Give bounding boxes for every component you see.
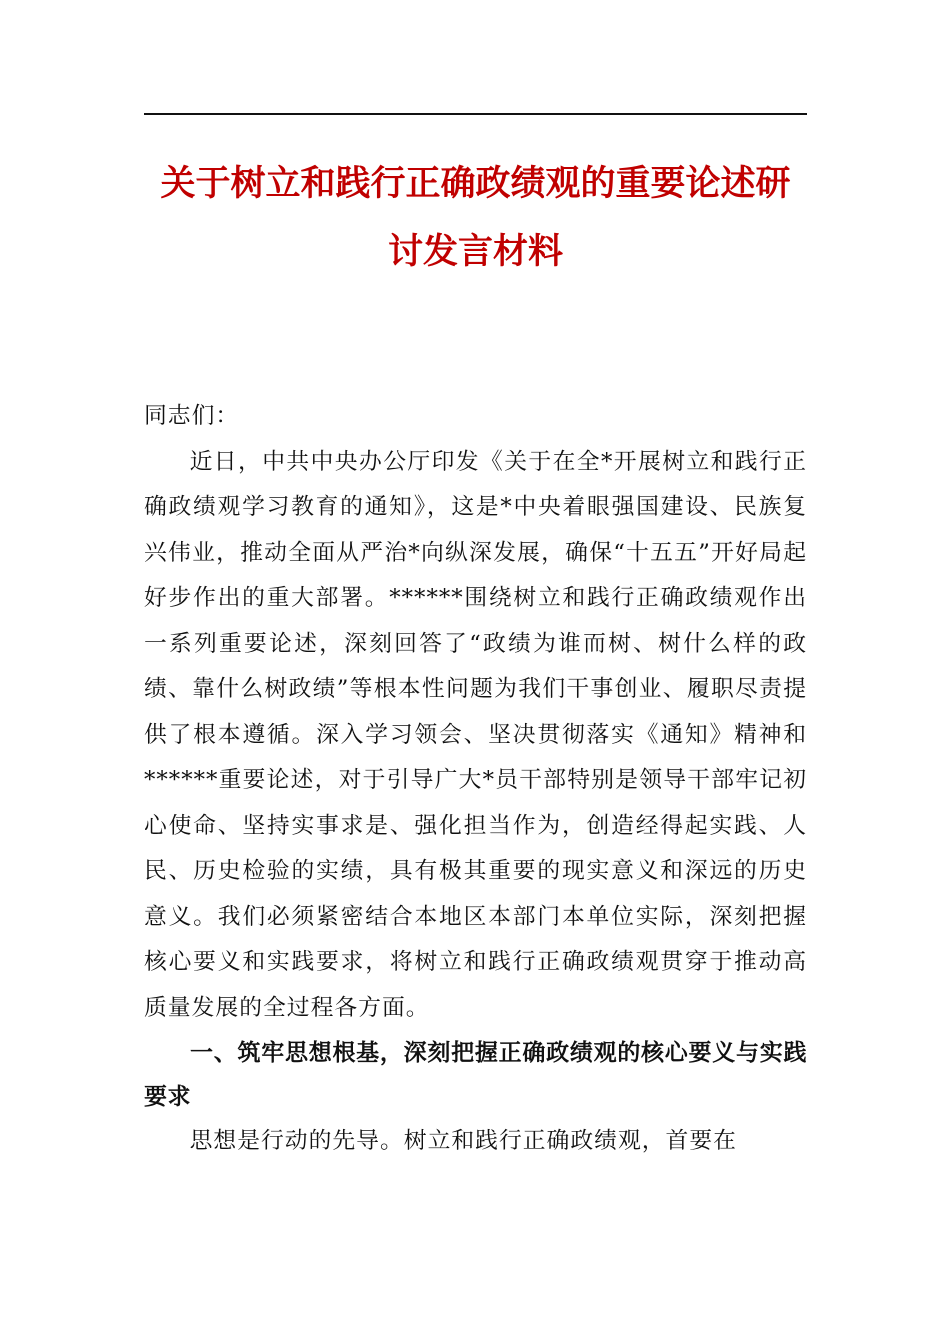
intro-paragraph: 近日，中共中央办公厅印发《关于在全*开展树立和践行正确政绩观学习教育的通知》，这是*中央着眼强国建设、民族复兴伟业，推动全面从严治*向纵深发展，确保“十五五”开好局起好步作出的重大部署。******围绕树立和践行正确政绩观作出一系列重要论述，深刻回答了“政绩为谁而树、树什么样的政绩、靠什么树政绩”等根本性问题为我们干事创业、履职尽责提供了根本遵循。深入学习领会、坚决贯彻落实《通知》精神和******重要论述，对于引导广大*员干部特别是领导干部牢记初心使命、坚持实事求是、强化担当作为，创造经得起实践、人民、历史检验的实绩，具有极其重要的现实意义和深远的历史意义。我们必须紧密结合本地区本部门本单位实际，深刻把握核心要义和实践要求，将树立和践行正确政绩观贯穿于推动高质量发展的全过程各方面。	[144, 448, 807, 1021]
document-title-line-2: 讨发言材料	[387, 232, 563, 272]
salutation: 同志们：	[144, 403, 240, 429]
section-1-paragraph: 思想是行动的先导。树立和践行正确政绩观，首要在	[189, 1128, 737, 1154]
document-title-line-1: 关于树立和践行正确政绩观的重要论述研	[160, 164, 791, 204]
document-title	[144, 160, 807, 276]
document-body	[144, 394, 807, 1165]
section-1-heading: 一、筑牢思想根基，深刻把握正确政绩观的核心要义与实践要求	[144, 1040, 807, 1110]
header-rule	[144, 113, 807, 115]
